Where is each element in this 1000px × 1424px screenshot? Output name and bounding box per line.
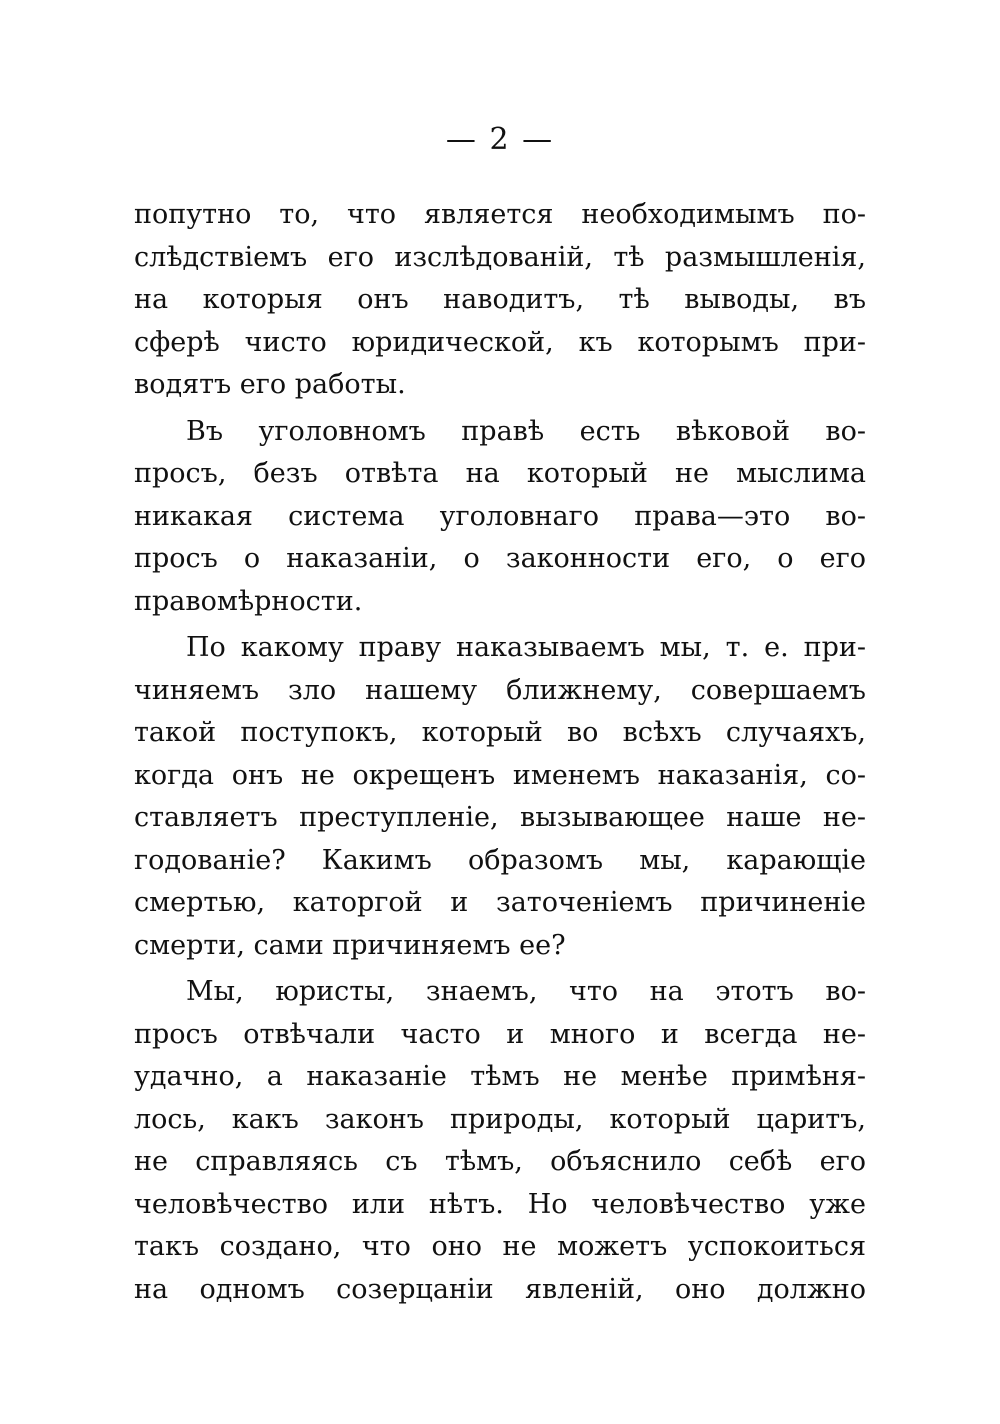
body-text xyxy=(134,194,866,1311)
text-line: человѣчество или нѣтъ. Но человѣчество уже xyxy=(134,1188,866,1220)
text-line: смерти, сами причиняемъ ее? xyxy=(134,929,566,961)
text-line: правомѣрности. xyxy=(134,585,363,617)
paragraph xyxy=(134,194,866,407)
page-number: — 2 — xyxy=(445,122,555,157)
text-line: годованіе? Какимъ образомъ мы, карающіе xyxy=(134,844,866,876)
text-line: По какому праву наказываемъ мы, т. е. при- xyxy=(186,632,866,663)
paragraph xyxy=(134,627,866,967)
paragraph xyxy=(134,971,866,1311)
text-line: просъ, безъ отвѣта на который не мыслима xyxy=(134,458,866,489)
text-line: лось, какъ законъ природы, который царитъ, xyxy=(134,1103,866,1135)
text-line: на которыя онъ наводитъ, тѣ выводы, въ xyxy=(134,284,866,315)
text-line: слѣдствіемъ его изслѣдованій, тѣ размышленія, xyxy=(134,241,866,273)
text-line: Въ уголовномъ правѣ есть вѣковой во- xyxy=(186,415,866,447)
text-line: просъ о наказаніи, о законности его, о его xyxy=(134,543,866,574)
text-line: не справляясь съ тѣмъ, объяснило себѣ его xyxy=(134,1146,866,1177)
text-line: такой поступокъ, который во всѣхъ случаяхъ, xyxy=(134,717,866,748)
text-line: сферѣ чисто юридической, къ которымъ при- xyxy=(134,326,866,358)
paragraph xyxy=(134,411,866,624)
text-line: такъ создано, что оно не можетъ успокоиться xyxy=(134,1231,866,1262)
text-line: чиняемъ зло нашему ближнему, совершаемъ xyxy=(134,674,866,706)
text-line: смертью, каторгой и заточеніемъ причиненіе xyxy=(134,887,866,918)
text-line: просъ отвѣчали часто и много и всегда не- xyxy=(134,1018,866,1050)
text-line: Мы, юристы, знаемъ, что на этотъ во- xyxy=(186,976,866,1007)
text-line: никакая система уголовнаго права—это во- xyxy=(134,500,866,532)
text-line: когда онъ не окрещенъ именемъ наказанія, со- xyxy=(134,759,866,791)
text-line: попутно то, что является необходимымъ по- xyxy=(134,199,866,230)
text-line: ставляетъ преступленіе, вызывающее наше не- xyxy=(134,802,866,833)
text-line: на одномъ созерцаніи явленій, оно должно xyxy=(134,1273,866,1305)
text-line: водятъ его работы. xyxy=(134,369,406,400)
text-line: удачно, а наказаніе тѣмъ не менѣе примѣня- xyxy=(134,1061,866,1092)
